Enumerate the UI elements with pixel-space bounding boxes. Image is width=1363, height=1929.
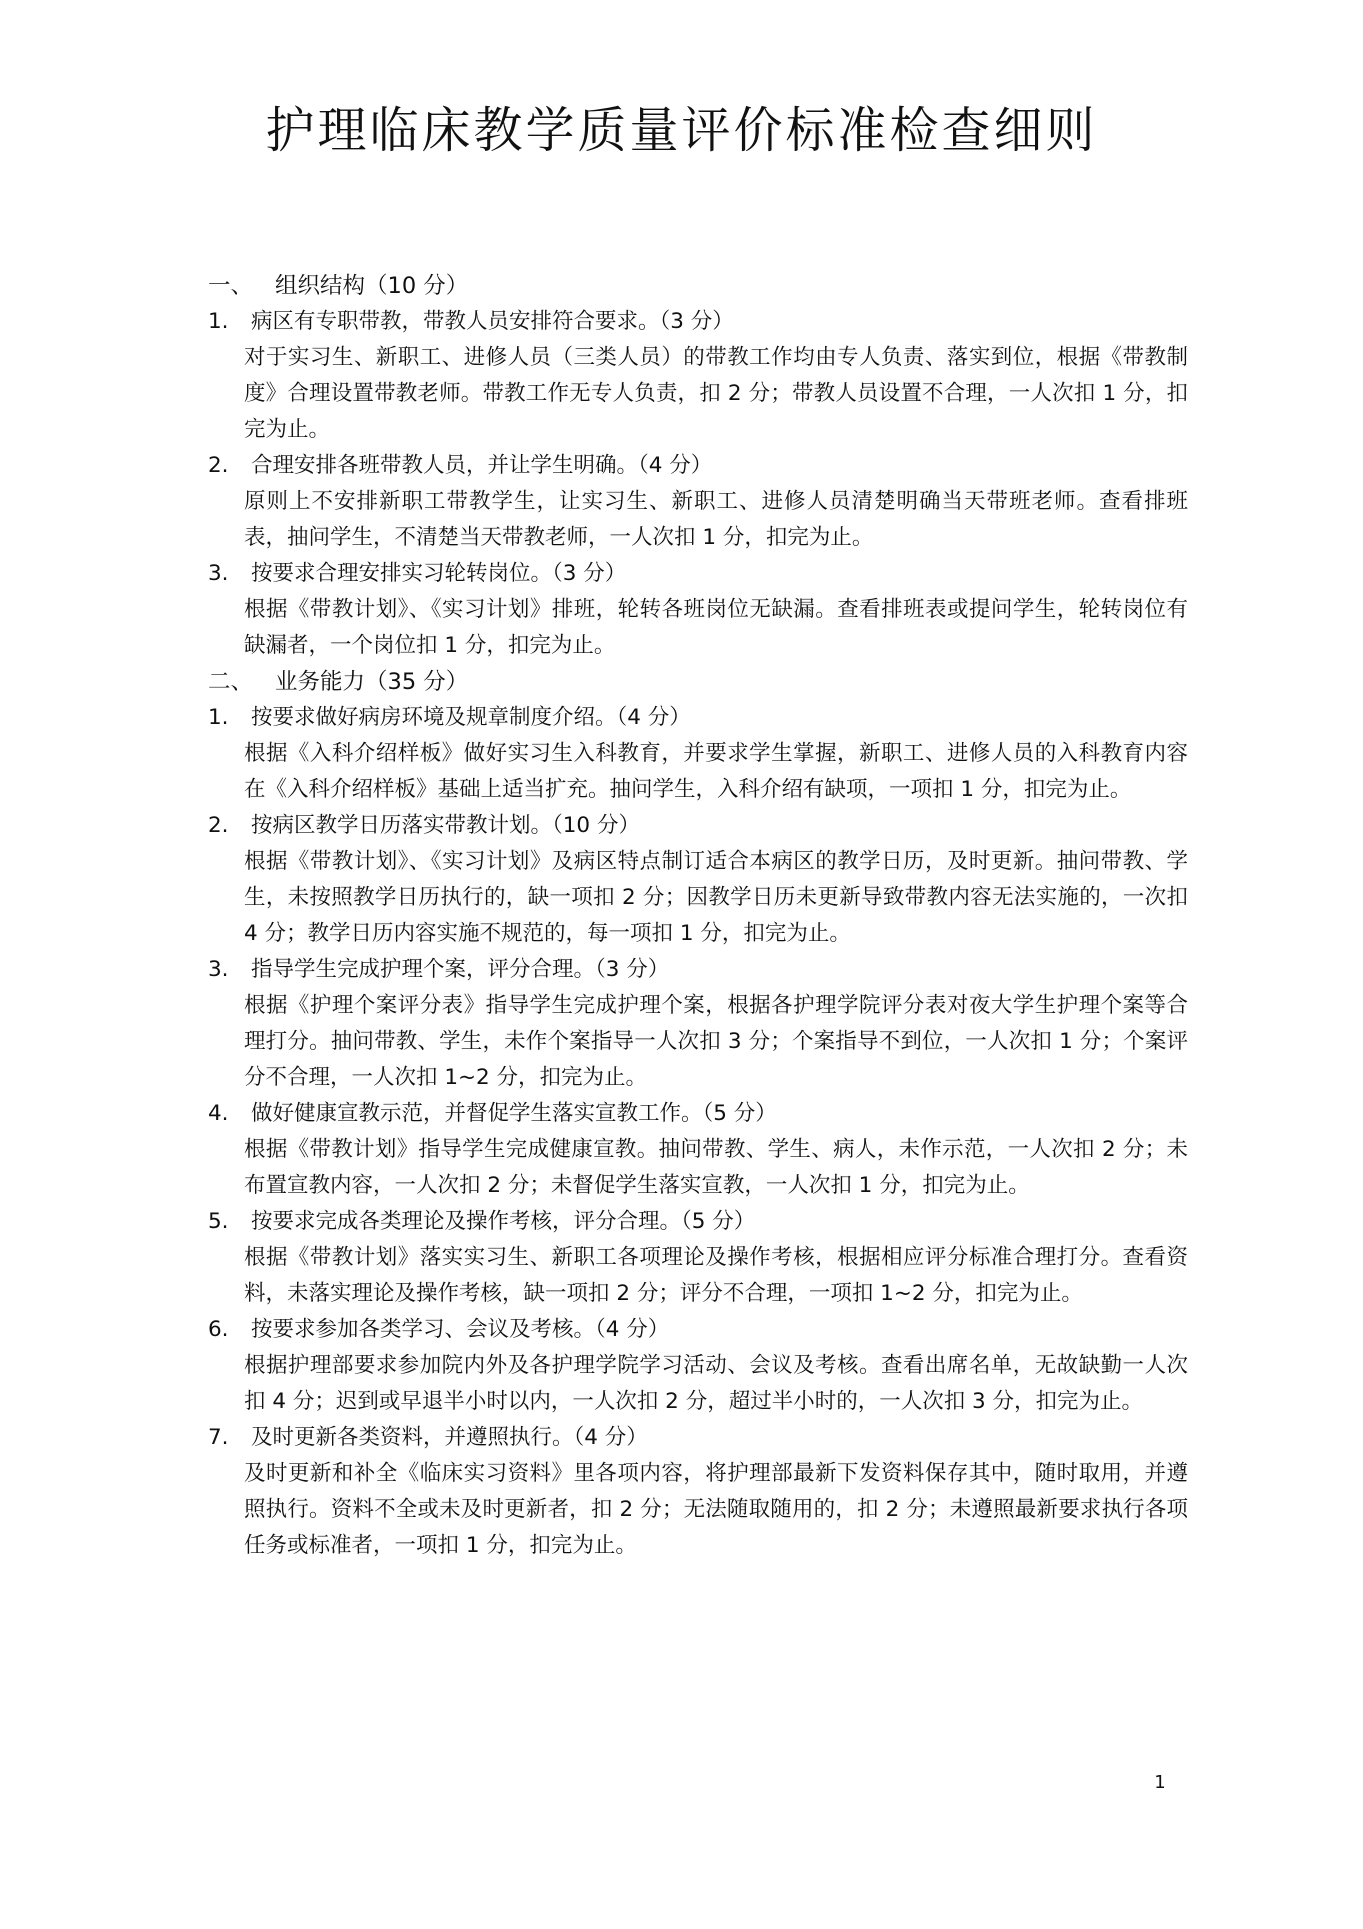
criteria-heading bbox=[208, 1420, 1188, 1456]
section-number: 一、 bbox=[208, 273, 254, 299]
criteria-heading bbox=[208, 952, 1188, 988]
criteria-heading bbox=[208, 1204, 1188, 1240]
criteria-title: 做好健康宣教示范，并督促学生落实宣教工作。（5 分） bbox=[251, 1101, 777, 1126]
criteria-number: 4. bbox=[208, 1101, 229, 1126]
criteria-item bbox=[208, 808, 1188, 952]
criteria-item bbox=[208, 448, 1188, 556]
criteria-number: 2. bbox=[208, 813, 229, 838]
criteria-number: 1. bbox=[208, 705, 229, 730]
section-title: 组织结构（10 分） bbox=[275, 273, 469, 299]
criteria-description: 根据《带教计划》、《实习计划》排班，轮转各班岗位无缺漏。查看排班表或提问学生，轮转岗位有缺漏者，一个岗位扣 1 分，扣完为止。 bbox=[244, 597, 1188, 658]
criteria-item bbox=[208, 952, 1188, 1096]
criteria-title: 及时更新各类资料，并遵照执行。（4 分） bbox=[251, 1425, 648, 1450]
criteria-item bbox=[208, 556, 1188, 664]
document-title: 护理临床教学质量评价标准检查细则 bbox=[265, 102, 1098, 159]
criteria-heading bbox=[208, 808, 1188, 844]
criteria-item bbox=[208, 1204, 1188, 1312]
section-title: 业务能力（35 分） bbox=[275, 669, 469, 695]
criteria-heading bbox=[208, 448, 1188, 484]
criteria-title: 按病区教学日历落实带教计划。（10 分） bbox=[251, 813, 640, 838]
criteria-number: 7. bbox=[208, 1425, 229, 1450]
criteria-item bbox=[208, 304, 1188, 448]
criteria-number: 6. bbox=[208, 1317, 229, 1342]
criteria-title: 病区有专职带教，带教人员安排符合要求。（3 分） bbox=[251, 309, 734, 334]
criteria-description: 根据护理部要求参加院内外及各护理学院学习活动、会议及考核。查看出席名单，无故缺勤一人次扣 4 分；迟到或早退半小时以内，一人次扣 2 分，超过半小时的，一人次扣 3 分，扣完为止。 bbox=[244, 1353, 1188, 1414]
criteria-description: 根据《带教计划》指导学生完成健康宣教。抽问带教、学生、病人，未作示范，一人次扣 2 分；未布置宣教内容，一人次扣 2 分；未督促学生落实宣教，一人次扣 1 分，扣完为止。 bbox=[244, 1137, 1188, 1198]
criteria-title: 按要求做好病房环境及规章制度介绍。（4 分） bbox=[251, 705, 691, 730]
page-number: 1 bbox=[1154, 1772, 1166, 1793]
criteria-title: 按要求参加各类学习、会议及考核。（4 分） bbox=[251, 1317, 670, 1342]
criteria-description: 根据《带教计划》落实实习生、新职工各项理论及操作考核，根据相应评分标准合理打分。查看资料，未落实理论及操作考核，缺一项扣 2 分；评分不合理，一项扣 1~2 分，扣完为止。 bbox=[244, 1245, 1188, 1306]
criteria-number: 1. bbox=[208, 309, 229, 334]
criteria-heading bbox=[208, 700, 1188, 736]
section-heading bbox=[208, 664, 1188, 700]
criteria-description: 根据《护理个案评分表》指导学生完成护理个案，根据各护理学院评分表对夜大学生护理个案等合理打分。抽问带教、学生，未作个案指导一人次扣 3 分；个案指导不到位，一人次扣 1 分；个案评分不合理，一人次扣 1~2 分，扣完为止。 bbox=[244, 993, 1188, 1090]
criteria-title: 按要求合理安排实习轮转岗位。（3 分） bbox=[251, 561, 627, 586]
criteria-title: 指导学生完成护理个案，评分合理。（3 分） bbox=[251, 957, 670, 982]
criteria-number: 2. bbox=[208, 453, 229, 478]
criteria-title: 按要求完成各类理论及操作考核，评分合理。（5 分） bbox=[251, 1209, 756, 1234]
criteria-heading bbox=[208, 1096, 1188, 1132]
criteria-description: 根据《入科介绍样板》做好实习生入科教育，并要求学生掌握，新职工、进修人员的入科教育内容在《入科介绍样板》基础上适当扩充。抽问学生，入科介绍有缺项，一项扣 1 分，扣完为止。 bbox=[244, 741, 1188, 802]
criteria-item bbox=[208, 1096, 1188, 1204]
criteria-heading bbox=[208, 556, 1188, 592]
criteria-heading bbox=[208, 1312, 1188, 1348]
criteria-description: 根据《带教计划》、《实习计划》及病区特点制订适合本病区的教学日历，及时更新。抽问带教、学生，未按照教学日历执行的，缺一项扣 2 分；因教学日历未更新导致带教内容无法实施的，一次扣 4 分；教学日历内容实施不规范的，每一项扣 1 分，扣完为止。 bbox=[244, 849, 1188, 946]
section-organization bbox=[208, 268, 1188, 664]
document-content bbox=[208, 268, 1188, 1564]
section-heading bbox=[208, 268, 1188, 304]
criteria-item bbox=[208, 1420, 1188, 1564]
criteria-number: 3. bbox=[208, 957, 229, 982]
criteria-number: 5. bbox=[208, 1209, 229, 1234]
criteria-description: 原则上不安排新职工带教学生，让实习生、新职工、进修人员清楚明确当天带班老师。查看排班表，抽问学生，不清楚当天带教老师，一人次扣 1 分，扣完为止。 bbox=[244, 489, 1188, 550]
section-professional-ability bbox=[208, 664, 1188, 1564]
criteria-heading bbox=[208, 304, 1188, 340]
criteria-description: 及时更新和补全《临床实习资料》里各项内容，将护理部最新下发资料保存其中，随时取用，并遵照执行。资料不全或未及时更新者，扣 2 分；无法随取随用的，扣 2 分；未遵照最新要求执行各项任务或标准者，一项扣 1 分，扣完为止。 bbox=[244, 1461, 1188, 1558]
criteria-item bbox=[208, 700, 1188, 808]
criteria-title: 合理安排各班带教人员，并让学生明确。（4 分） bbox=[251, 453, 713, 478]
criteria-number: 3. bbox=[208, 561, 229, 586]
criteria-description: 对于实习生、新职工、进修人员（三类人员）的带教工作均由专人负责、落实到位，根据《带教制度》合理设置带教老师。带教工作无专人负责，扣 2 分；带教人员设置不合理，一人次扣 1 分，扣完为止。 bbox=[244, 345, 1188, 442]
criteria-item bbox=[208, 1312, 1188, 1420]
section-number: 二、 bbox=[208, 669, 254, 695]
